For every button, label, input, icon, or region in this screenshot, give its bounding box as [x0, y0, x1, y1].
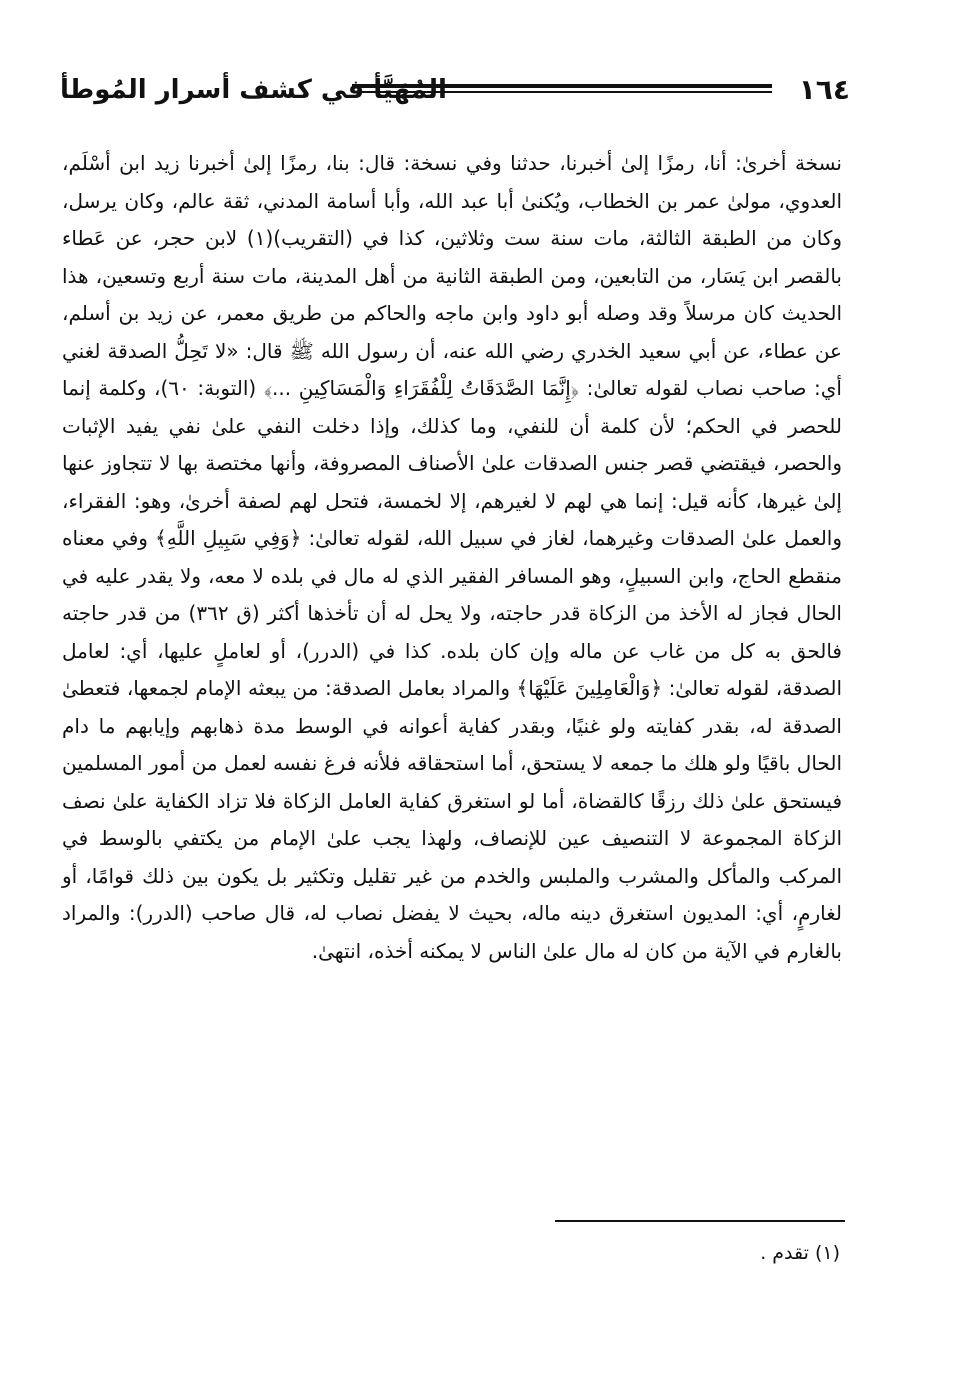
main-text: [62, 145, 842, 970]
body-paragraph: نسخة أخرىٰ: أنا، رمزًا إلىٰ أخبرنا، حدثنا وفي نسخة: قال: بنا، رمزًا إلىٰ أخبرنا زيد ابن أسْلَم، العدوي، مولىٰ عمر بن الخطاب، ويُكنىٰ أبا عبد الله، وأبا أسامة المدني، ثقة عالم، وكان يرسل، وكان من الطبقة الثالثة، مات سنة ست وثلاثين، كذا في (التقريب)(١) لابن حجر، عن عَطاء بالقصر ابن يَسَار، من التابعين، ومن الطبقة الثانية من أهل المدينة، مات سنة أربع وتسعين، هذا الحديث كان مرسلاً وقد وصله أبو داود وابن ماجه والحاكم من طريق معمر، عن زيد بن أسلم، عن عطاء، عن أبي سعيد الخدري رضي الله عنه، أن رسول الله ﷺ قال: «لا تَحِلُّ الصدقة لغني أي: صاحب نصاب لقوله تعالىٰ: ﴿إِنَّمَا الصَّدَقَاتُ لِلْفُقَرَاءِ وَالْمَسَاكِينِ ...﴾ (التوبة: ٦٠)، وكلمة إنما للحصر في الحكم؛ لأن كلمة أن للنفي، وما كذلك، وإذا دخلت النفي علىٰ نفي يفيد الإثبات والحصر، فيقتضي قصر جنس الصدقات علىٰ الأصناف المصروفة، وأنها مختصة بها لا تتجاوز عنها إلىٰ غيرها، كأنه قيل: إنما هي لهم لا لغيرهم، إلا لخمسة، فتحل لهم لصفة أخرىٰ، وهو: الفقراء، والعمل علىٰ الصدقات وغيرهما، لغاز في سبيل الله، لقوله تعالىٰ: ﴿وَفِي سَبِيلِ اللَّهِ﴾ وفي معناه منقطع الحاج، وابن السبيلٍ، وهو المسافر الفقير الذي له مال في بلده لا معه، ولا يقدر عليه في الحال فجاز له الأخذ من الزكاة قدر حاجته، ولا يحل له أن تأخذها أكثر (ق ٣٦٢) من قدر حاجته فالحق به كل من غاب عن ماله وإن كان بلده. كذا في (الدرر)، أو لعاملٍ عليها، أي: لعامل الصدقة، لقوله تعالىٰ: ﴿وَالْعَامِلِينَ عَلَيْهَا﴾ والمراد بعامل الصدقة: من يبعثه الإمام لجمعها، فتعطىٰ الصدقة له، بقدر كفايته ولو غنيًا، وبقدر كفاية أعوانه في الوسط مدة ذهابهم وإيابهم ما دام الحال باقيًا ولو هلك ما جمعه لا يستحق، أما استحقاقه فلأنه فرغ نفسه لعمل من أمور المسلمين فيستحق علىٰ ذلك رزقًا كالقضاة، أما لو استغرق كفاية العامل الزكاة فلا تزاد الكفاية علىٰ نصف الزكاة المجموعة لا التنصيف عين للإنصاف، ولهذا يجب علىٰ الإمام من يكتفي بالوسط في المركب والمأكل والمشرب والملبس والخدم من غير تقليل وتكثير بل يكون بين ذلك قوامًا، أو لغارمٍ، أي: المديون استغرق دينه ماله، بحيث لا يفضل نصاب له، قال صاحب (الدرر): والمراد بالغارم في الآية من كان له مال علىٰ الناس لا يمكنه أخذه، انتهىٰ.: [62, 151, 842, 963]
footnote: (١) تقدم .: [760, 1242, 840, 1264]
footnote-separator: [555, 1220, 845, 1222]
page-number: ١٦٤: [798, 73, 850, 106]
book-title: المُهَيَّأ في كشف أسرار المُوطأ: [60, 75, 447, 105]
page-header: [60, 72, 850, 112]
